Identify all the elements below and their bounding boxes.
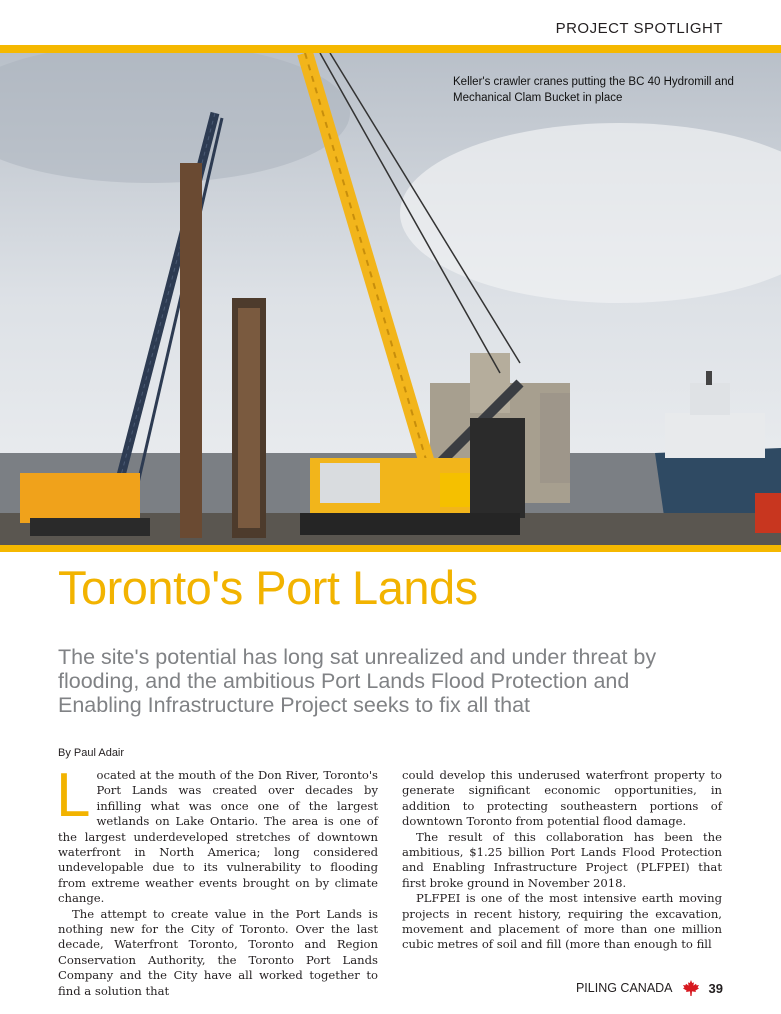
article-subtitle: The site's potential has long sat unrealized and under threat by flooding, and the ambitious Port Lands Flood Protection and Enabling Infrastructure Project seeks to fix all that	[58, 645, 657, 717]
drop-cap: L	[56, 761, 91, 830]
paragraph	[56, 761, 378, 907]
article-column-2	[402, 768, 722, 953]
article-title: Toronto's Port Lands	[58, 561, 478, 614]
paragraph-text: ocated at the mouth of the Don River, Toronto's Port Lands was created over decades by infilling what was once one of the largest wetlands on Lake Ontario. The area is one of the largest underdeveloped stretches of downtown waterfront in North America; long considered undevelopable due to its vulnerability to flooding from extreme weather events brought on by climate change.	[58, 768, 378, 906]
paragraph: The attempt to create value in the Port Lands is nothing new for the City of Toronto. Over the last decade, Waterfront Toronto, Toronto and Region Conservation Authority, the Toronto Port Lands Company and the City have all worked together to find a solution that	[58, 906, 378, 998]
paragraph: PLFPEI is one of the most intensive earth moving projects in recent history, requiring the excavation, movement and placement of more than one million cubic metres of soil and fill (more than enough to fill	[402, 891, 722, 952]
section-label: PROJECT SPOTLIGHT	[555, 20, 723, 37]
article-photo	[0, 53, 781, 545]
page-number: 39	[708, 980, 723, 996]
maple-leaf-icon	[683, 980, 699, 996]
crane-photo-illustration	[0, 53, 781, 545]
paragraph: The result of this collaboration has been the ambitious, $1.25 billion Port Lands Flood Protection and Enabling Infrastructure Project (PLFPEI) that first broke ground in November 2018.	[402, 829, 722, 890]
paragraph: could develop this underused waterfront property to generate significant economic opportunities, in addition to protecting southeastern portions of downtown Toronto from potential flood damage.	[402, 768, 722, 829]
article-column-1	[56, 761, 378, 999]
page-footer	[576, 980, 723, 996]
bottom-accent-bar	[0, 545, 781, 552]
article-byline: By Paul Adair	[58, 747, 125, 759]
magazine-name: PILING CANADA	[575, 981, 673, 995]
top-accent-bar	[0, 45, 781, 53]
photo-caption: Keller's crawler cranes putting the BC 40 Hydromill and Mechanical Clam Bucket in place	[453, 76, 734, 104]
